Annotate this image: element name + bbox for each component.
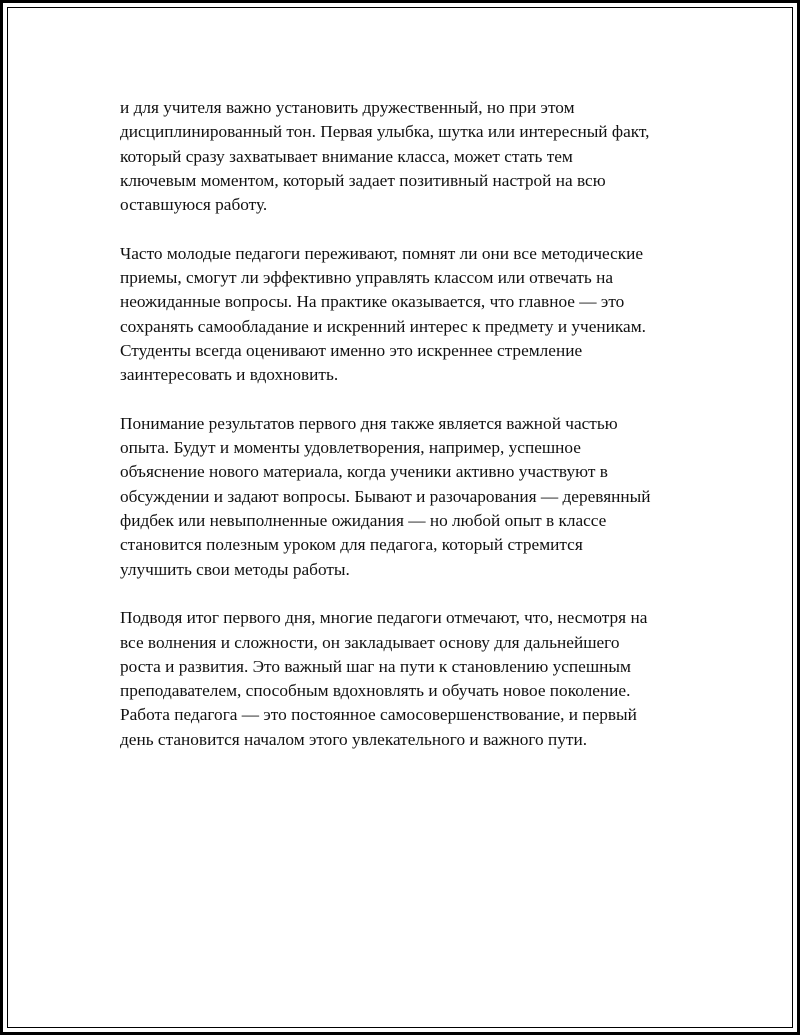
text-line: Подводя итог первого дня, многие педагоги отмечают, что, несмотря на bbox=[120, 608, 648, 628]
text-line: дисциплинированный тон. Первая улыбка, шутка или интересный факт, bbox=[120, 122, 650, 142]
text-line: становится полезным уроком для педагога, который стремится bbox=[120, 535, 583, 555]
text-line: опыта. Будут и моменты удовлетворения, например, успешное bbox=[120, 438, 581, 458]
text-line: объяснение нового материала, когда ученики активно участвуют в bbox=[120, 462, 608, 482]
text-line: обсуждении и задают вопросы. Бывают и разочарования — деревянный bbox=[120, 486, 651, 506]
text-line: Работа педагога — это постоянное самосовершенствование, и первый bbox=[120, 705, 637, 725]
text-line: Студенты всегда оценивают именно это искреннее стремление bbox=[120, 340, 583, 360]
text-line: сохранять самообладание и искренний интерес к предмету и ученикам. bbox=[120, 316, 646, 336]
text-line: Часто молодые педагоги переживают, помнят ли они все методические bbox=[120, 243, 644, 263]
paragraph bbox=[120, 96, 710, 217]
text-line: ключевым моментом, который задает позитивный настрой на всю bbox=[120, 170, 606, 190]
document-body bbox=[120, 96, 710, 776]
text-line: день становится началом этого увлекательного и важного пути. bbox=[120, 729, 588, 749]
text-line: роста и развития. Это важный шаг на пути к становлению успешным bbox=[120, 656, 631, 676]
text-line: неожиданные вопросы. На практике оказывается, что главное — это bbox=[120, 292, 625, 312]
paragraph bbox=[120, 606, 710, 752]
text-line: фидбек или невыполненные ожидания — но любой опыт в классе bbox=[120, 511, 607, 531]
text-line: приемы, смогут ли эффективно управлять классом или отвечать на bbox=[120, 268, 613, 288]
text-line: и для учителя важно установить дружественный, но при этом bbox=[120, 98, 575, 117]
text-line: улучшить свои методы работы. bbox=[120, 559, 350, 579]
text-line: преподавателем, способным вдохновлять и обучать новое поколение. bbox=[120, 681, 631, 701]
text-line: все волнения и сложности, он закладывает основу для дальнейшего bbox=[120, 632, 620, 652]
paragraph bbox=[120, 412, 710, 582]
text-line: который сразу захватывает внимание класса, может стать тем bbox=[120, 146, 573, 166]
paragraph bbox=[120, 242, 710, 388]
text-line: оставшуюся работу. bbox=[120, 195, 268, 215]
text-line: заинтересовать и вдохновить. bbox=[120, 365, 339, 385]
text-line: Понимание результатов первого дня также является важной частью bbox=[120, 413, 618, 433]
